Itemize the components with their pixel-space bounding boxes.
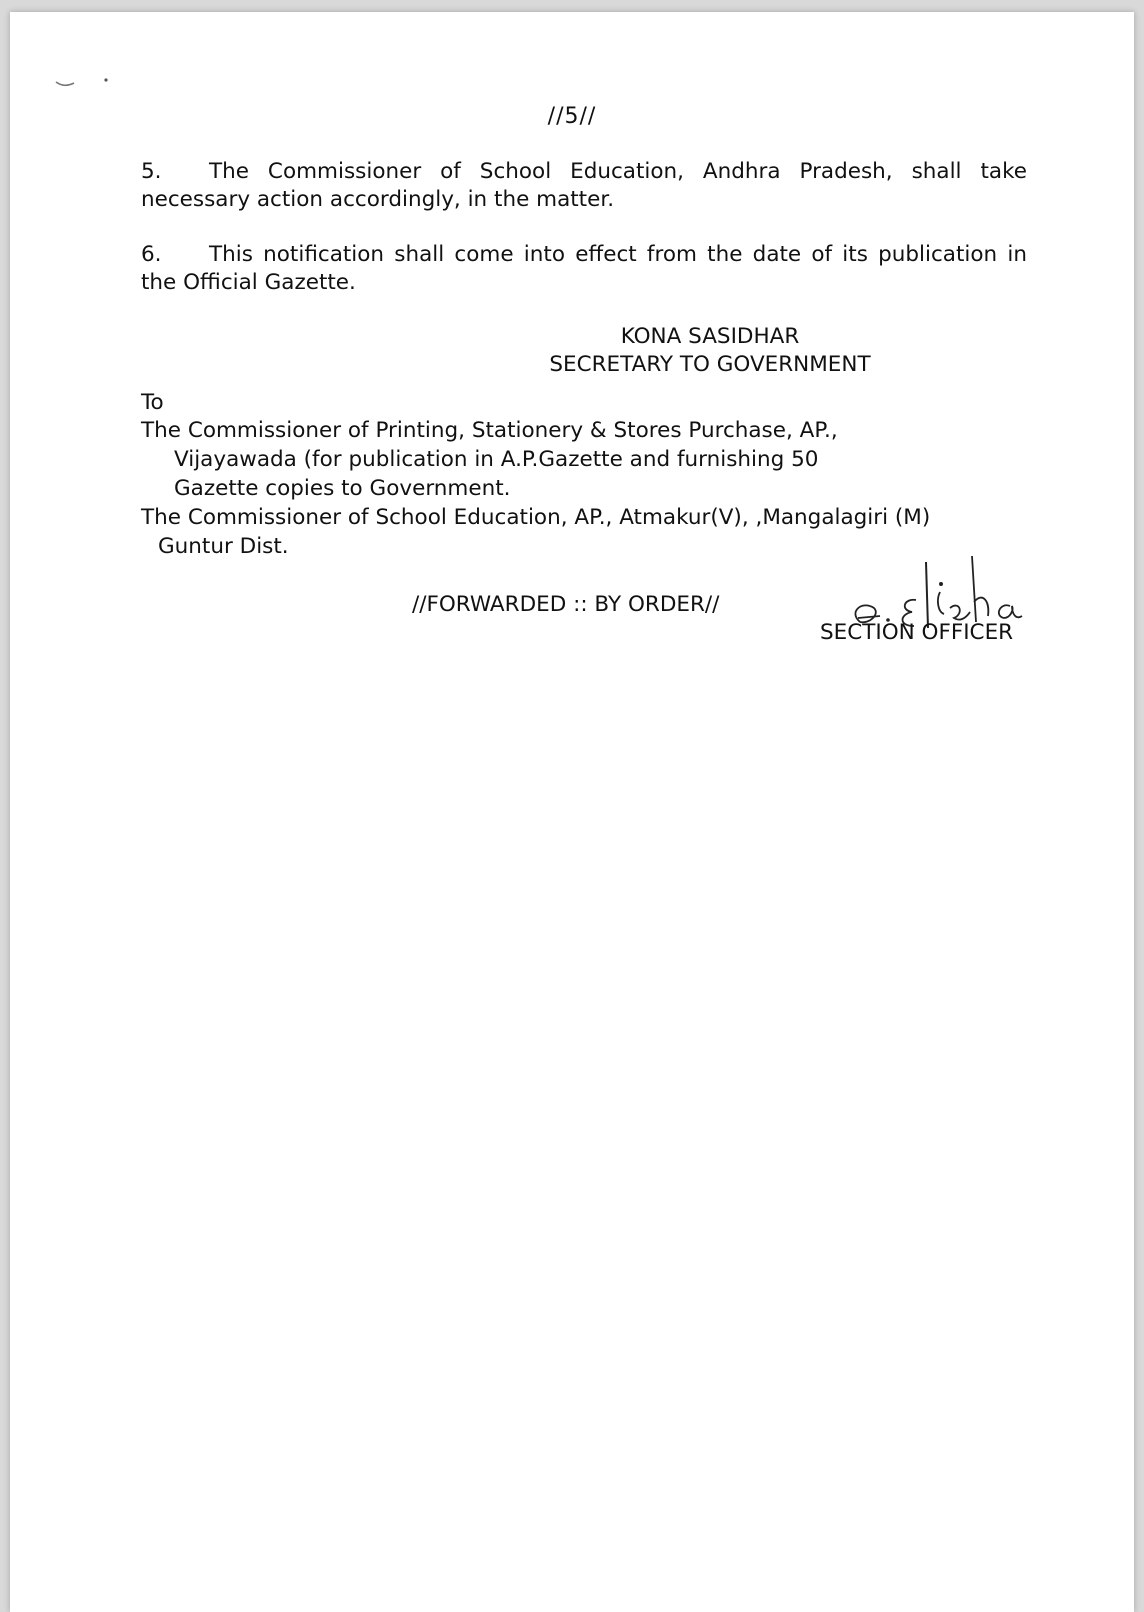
paragraph-text: This notification shall come into effect from the date of its publication in the Official Gazette. xyxy=(141,242,1027,295)
paragraph-text: The Commissioner of School Education, Andhra Pradesh, shall take necessary action accordingly, in the matter. xyxy=(141,159,1027,212)
page-number-marker: //5// xyxy=(547,104,597,129)
paragraph-5 xyxy=(141,158,1027,214)
stray-pen-mark xyxy=(50,74,120,94)
paragraph-6 xyxy=(141,241,1027,297)
signatory-title: SECRETARY TO GOVERNMENT xyxy=(549,352,871,377)
addressee-line: The Commissioner of School Education, AP., Atmakur(V), ,Mangalagiri (M) xyxy=(141,505,931,530)
signatory-block xyxy=(530,323,890,379)
addressee-line: Gazette copies to Government. xyxy=(174,476,511,501)
document-page xyxy=(10,12,1134,1612)
signatory-name: KONA SASIDHAR xyxy=(620,324,800,349)
addressee-printing-commissioner xyxy=(141,416,1021,503)
addressee-line: Guntur Dist. xyxy=(158,534,289,559)
paragraph-number: 6. xyxy=(141,242,162,267)
addressee-line: The Commissioner of Printing, Stationery & Stores Purchase, AP., xyxy=(141,418,838,443)
paragraph-number: 5. xyxy=(141,159,162,184)
section-officer-title: SECTION OFFICER xyxy=(820,620,1014,645)
forwarded-by-order: //FORWARDED :: BY ORDER// xyxy=(412,592,720,617)
addressee-line: Vijayawada (for publication in A.P.Gazette and furnishing 50 xyxy=(174,447,819,472)
addressee-label: To xyxy=(141,390,164,415)
